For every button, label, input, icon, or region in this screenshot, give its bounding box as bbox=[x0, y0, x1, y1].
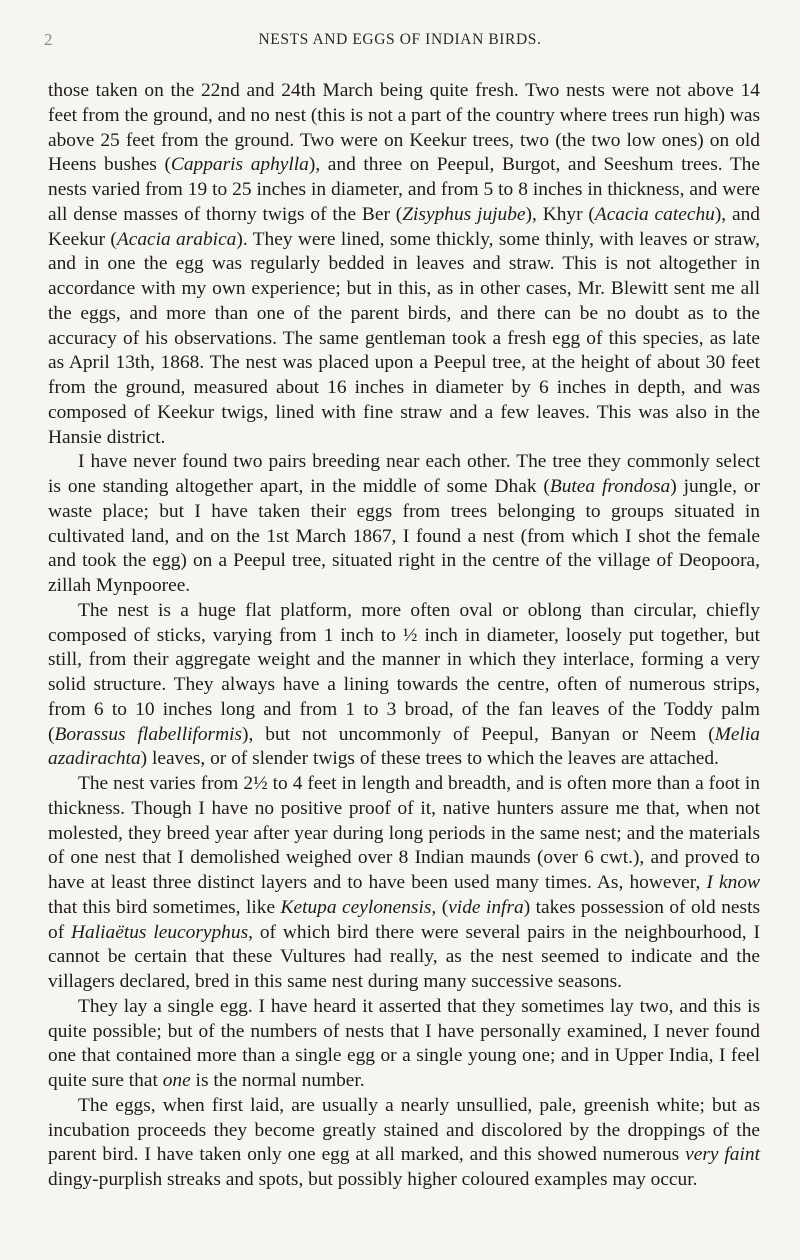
italic-run: very faint bbox=[685, 1144, 760, 1166]
paragraph bbox=[48, 1094, 760, 1193]
italic-run: Haliaëtus leucoryphus bbox=[71, 921, 249, 943]
text-run: The nest varies from 2½ to 4 feet in length and breadth, and is often more than a foot in thickness. Though I have no positive proof of it, native hunters assure me that, when not molested, they breed year after year during long periods in the same nest; and the materials of one nest that I demolished weighed over 8 Indian maunds (over 6 cwt.), and proved to have at least three distinct layers and to have been used many times. As, however, bbox=[48, 773, 760, 893]
italic-run: I know bbox=[706, 872, 760, 893]
body-text bbox=[48, 79, 760, 1193]
text-run: The eggs, when first laid, are usually a nearly unsullied, pale, greenish white; but as incubation proceeds they become greatly stained and discolored by the droppings of the parent bird. I have taken only one egg at all marked, and this showed numerous bbox=[48, 1094, 760, 1166]
paragraph bbox=[48, 772, 760, 995]
text-run: ), and Keekur ( bbox=[48, 203, 760, 250]
paragraph bbox=[48, 995, 760, 1094]
italic-run: Acacia catechu bbox=[594, 203, 715, 225]
italic-run: Ketupa ceylonensis bbox=[280, 896, 432, 918]
text-run: , of which bird there were several pairs in the neighbourhood, I cannot be certain that these Vultures had really, as the nest seemed to indicate and the villagers declared, bred in this same nest during many successive seasons. bbox=[48, 921, 761, 992]
italic-run: Melia azadirachta bbox=[48, 723, 760, 770]
italic-run: Borassus flabelliformis bbox=[54, 723, 243, 745]
italic-run: Capparis aphylla bbox=[170, 154, 309, 176]
text-run: those taken on the 22nd and 24th March being quite fresh. Two nests were not above 14 feet from the ground, and no nest (this is not a part of the country where trees run high) was above 25 feet from the ground. Two were on Keekur trees, two (the two low ones) on old Heens bushes ( bbox=[48, 80, 760, 176]
text-run: ) jungle, or waste place; but I have taken their eggs from trees belonging to groups situated in cultivated land, and on the 1st March 1867, I found a nest (from which I shot the female and took the egg) on a Peepul tree, situated right in the centre of the village of Deopoora, zillah Mynpooree. bbox=[48, 476, 760, 596]
italic-run: Acacia arabica bbox=[116, 228, 237, 250]
paragraph bbox=[48, 450, 760, 599]
text-run: ), Khyr ( bbox=[525, 203, 595, 225]
text-run: ), and three on Peepul, Burgot, and Seeshum trees. The nests varied from 19 to 25 inches in diameter, and from 5 to 8 inches in thickness, and were all dense masses of thorny twigs of the Ber ( bbox=[48, 154, 760, 225]
text-run: They lay a single egg. I have heard it asserted that they sometimes lay two, and this is quite possible; but of the numbers of nests that I have personally examined, I never found one that contained more than a single egg or a single young one; and in Upper India, I feel quite sure that bbox=[48, 995, 760, 1091]
paragraph bbox=[48, 79, 760, 450]
text-run: ) leaves, or of slender twigs of these trees to which the leaves are attached. bbox=[140, 748, 719, 770]
text-run: that this bird sometimes, like bbox=[48, 896, 281, 918]
text-run: The nest is a huge flat platform, more often oval or oblong than circular, chiefly composed of sticks, varying from 1 inch to ½ inch in diameter, loosely put together, but still, from their aggregate weight and the manner in which they interlace, forming a very solid structure. They always have a lining towards the centre, often of numerous strips, from 6 to 10 inches long and from 1 to 3 broad, of the fan leaves of the Toddy palm ( bbox=[48, 599, 760, 745]
italic-run: Zisyphus jujube bbox=[402, 203, 526, 225]
running-head: NESTS AND EGGS OF INDIAN BIRDS. bbox=[258, 31, 542, 48]
text-run: is the normal number. bbox=[190, 1070, 365, 1091]
paragraph bbox=[48, 599, 760, 772]
page-number: 2 bbox=[44, 30, 53, 49]
text-run: ) takes possession of old nests of bbox=[48, 896, 761, 943]
page-header bbox=[44, 30, 756, 54]
italic-run: one bbox=[162, 1070, 191, 1091]
text-run: I have never found two pairs breeding near each other. The tree they commonly select is one standing altogether apart, in the middle of some Dhak ( bbox=[48, 451, 760, 497]
text-run: , ( bbox=[431, 896, 449, 918]
italic-run: vide infra bbox=[448, 896, 524, 918]
text-run: dingy-purplish streaks and spots, but possibly higher coloured examples may occur. bbox=[48, 1169, 698, 1190]
text-run: ). They were lined, some thickly, some thinly, with leaves or straw, and in one the egg was regularly bedded in leaves and straw. This is not altogether in accordance with my own experience; but in this, as in other cases, Mr. Blewitt sent me all the eggs, and more than one of the parent birds, and there can be no doubt as to the accuracy of his observations. The same gentleman took a fresh egg of this species, as late as April 13th, 1868. The nest was placed upon a Peepul tree, at the height of about 30 feet from the ground, measured about 16 inches in diameter by 6 inches in depth, and was composed of Keekur twigs, lined with fine straw and a few leaves. This was also in the Hansie district. bbox=[48, 228, 760, 448]
italic-run: Butea frondosa bbox=[549, 476, 671, 497]
text-run: ), but not uncommonly of Peepul, Banyan or Neem ( bbox=[242, 723, 715, 745]
